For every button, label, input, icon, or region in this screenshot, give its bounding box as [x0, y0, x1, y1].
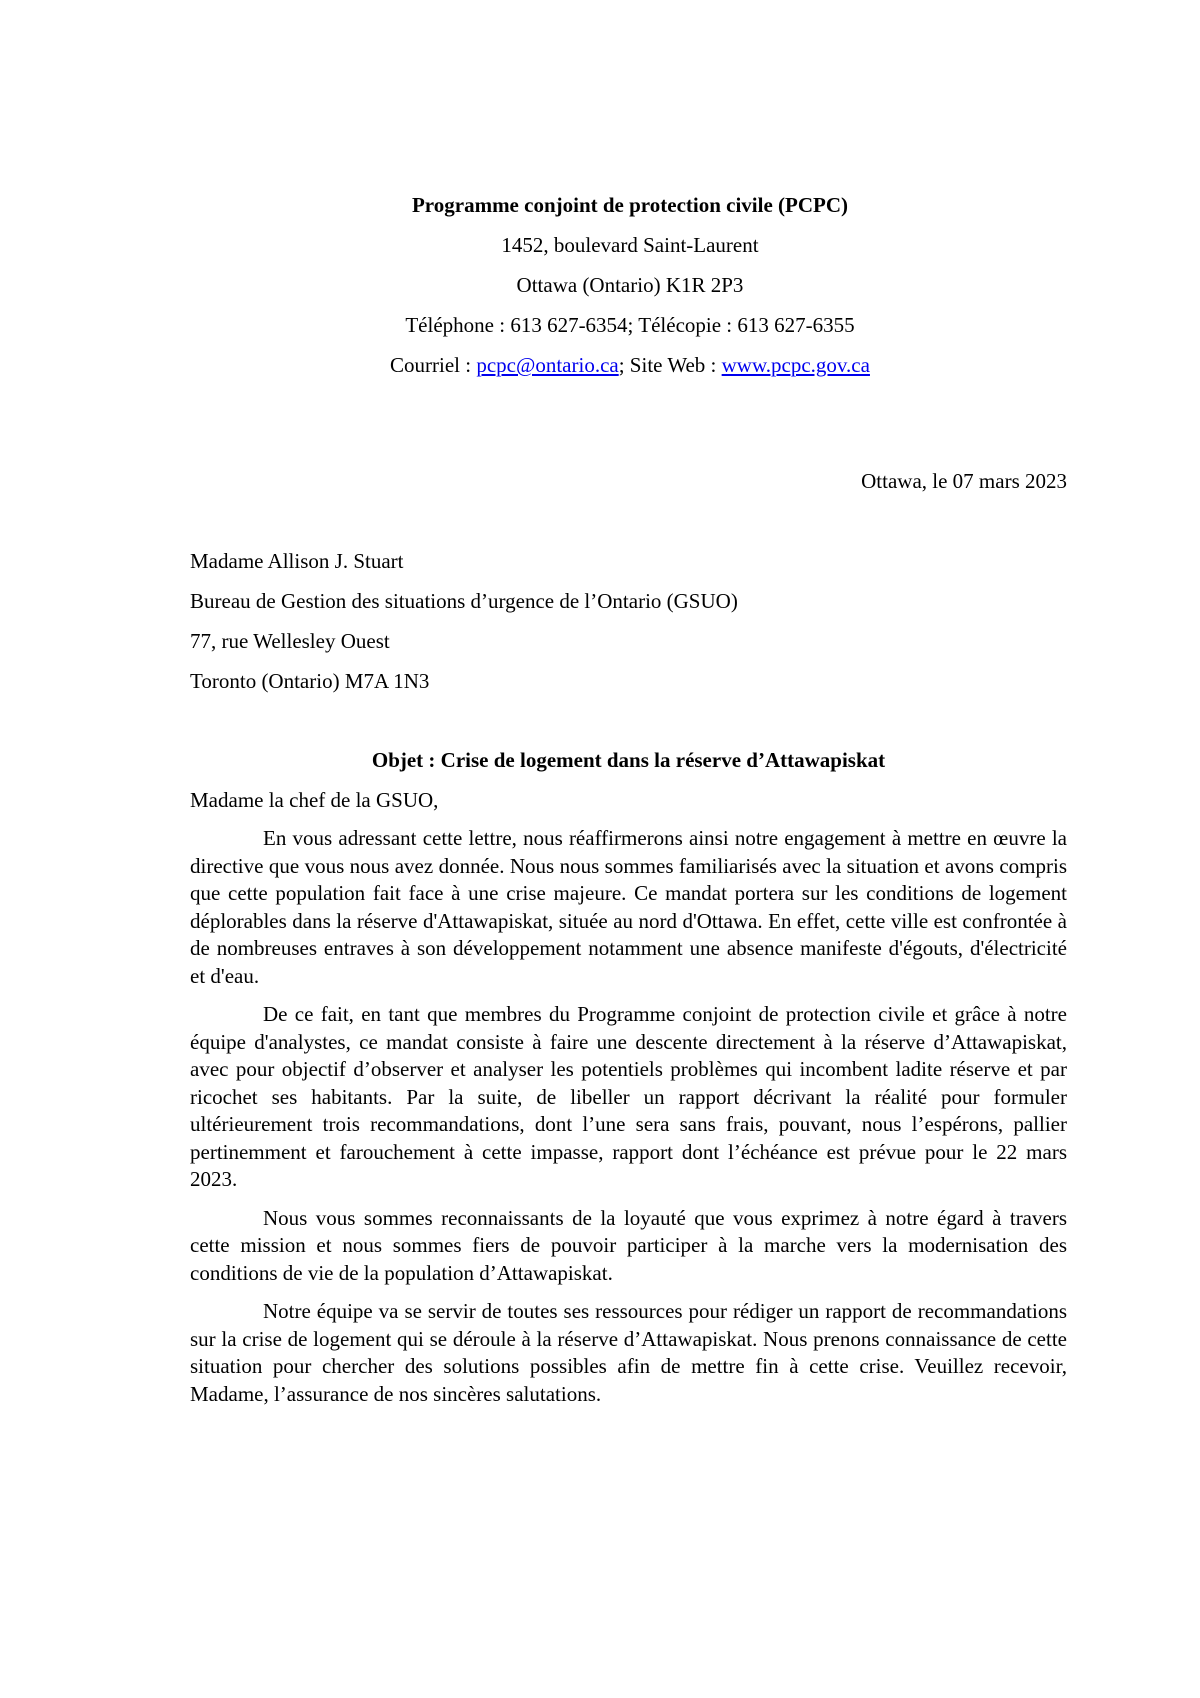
- website-link[interactable]: www.pcpc.gov.ca: [721, 353, 870, 377]
- body-paragraph: Notre équipe va se servir de toutes ses ressources pour rédiger un rapport de recommandations sur la crise de logement qui se déroule à la réserve d’Attawapiskat. Nous prenons connaissance de cette situation pour chercher des solutions possibles afin de mettre fin à cette crise. Veuillez recevoir, Madame, l’assurance de nos sincères salutations.: [190, 1299, 1067, 1406]
- body-paragraph: Nous vous sommes reconnaissants de la loyauté que vous exprimez à notre égard à travers cette mission et nous sommes fiers de pouvoir participer à la marche vers la modernisation des conditions de vie de la population d’Attawapiskat.: [190, 1205, 1067, 1285]
- recipient-street: 77, rue Wellesley Ouest: [190, 629, 390, 653]
- letter-body: [190, 785, 1067, 1419]
- recipient-address: [190, 546, 1090, 706]
- recipient-city: Toronto (Ontario) M7A 1N3: [190, 669, 430, 693]
- recipient-name: Madame Allison J. Stuart: [190, 549, 404, 573]
- email-link[interactable]: pcpc@ontario.ca: [476, 353, 619, 377]
- organization-city: Ottawa (Ontario) K1R 2P3: [516, 273, 744, 297]
- body-paragraph: En vous adressant cette lettre, nous réaffirmerons ainsi notre engagement à mettre en œuvre la directive que vous nous avez donnée. Nous nous sommes familiarisés avec la situation et avons compris que cette population fait face à une crise majeure. Ce mandat portera sur les conditions de logement déplorables dans la réserve d'Attawapiskat, située au nord d'Ottawa. En effet, cette ville est confrontée à de nombreuses entraves à son développement notamment une absence manifeste d'égouts, d'électricité et d'eau.: [190, 826, 1067, 988]
- salutation: Madame la chef de la GSUO,: [190, 788, 439, 812]
- organization-name: Programme conjoint de protection civile (PCPC): [411, 193, 849, 217]
- recipient-office: Bureau de Gestion des situations d’urgence de l’Ontario (GSUO): [190, 589, 738, 613]
- letter-date: Ottawa, le 07 mars 2023: [861, 469, 1067, 493]
- body-paragraph: De ce fait, en tant que membres du Programme conjoint de protection civile et grâce à notre équipe d'analystes, ce mandat consiste à faire une descente directement à la réserve d’Attawapiskat, avec pour objectif d’observer et analyser les potentiels problèmes qui incombent ladite réserve et par ricochet ses habitants. Par la suite, de libeller un rapport décrivant la réalité pour formuler ultérieurement trois recommandations, dont l’une sera sans frais, pouvant, nous l’espérons, pallier pertinemment et farouchement à cette impasse, rapport dont l’échéance est prévue pour le 22 mars 2023.: [190, 1002, 1067, 1191]
- organization-phone-fax: Téléphone : 613 627-6354; Télécopie : 613 627-6355: [405, 313, 855, 337]
- website-label: ; Site Web :: [618, 353, 722, 377]
- letter-subject: Objet : Crise de logement dans la réserve d’Attawapiskat: [371, 748, 886, 772]
- letterhead: [190, 185, 1070, 385]
- organization-contact-line: [190, 345, 1070, 385]
- organization-street: 1452, boulevard Saint-Laurent: [501, 233, 759, 257]
- email-label: Courriel :: [390, 353, 477, 377]
